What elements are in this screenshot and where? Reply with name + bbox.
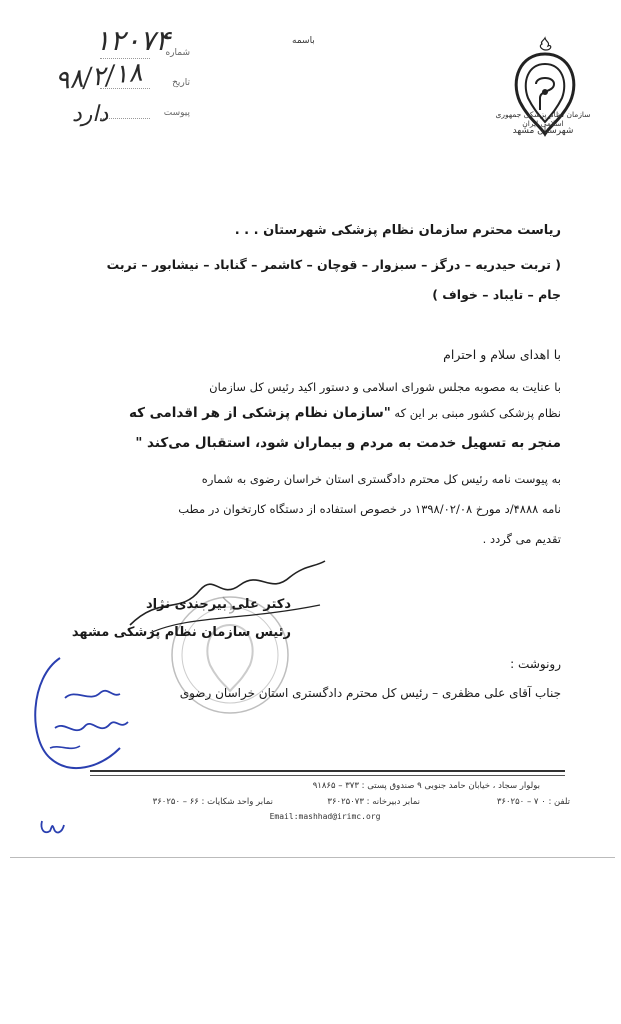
- para1-line2: [101, 404, 561, 422]
- handwritten-number: ۱۲۰۷۴: [95, 24, 171, 57]
- cc-recipient: جناب آقای علی مظفری – رئیس کل محترم دادگستری استان خراسان رضوی: [179, 686, 561, 700]
- cities-line-2: جام – تایباد – خواف ): [432, 287, 561, 302]
- handwritten-attachment: دارد: [72, 102, 109, 127]
- date-label: تاریخ: [172, 78, 190, 88]
- footer-complaints-fax: نمابر واحد شکایات : ۶۶ – ۳۶۰۲۵۰: [152, 797, 273, 807]
- footer-email: Email:mashhad@irimc.org: [269, 812, 381, 821]
- blue-pen-mark: [38, 815, 68, 839]
- signatory-name: دکتر علی بیرجندی نژاد: [145, 597, 291, 612]
- org-name-line2: شهرستان مشهد: [512, 126, 574, 136]
- para1-line2-bold: "سازمان نظام پزشکی از هر اقدامی که: [128, 405, 391, 421]
- cc-label: رونوشت :: [510, 657, 561, 671]
- org-name-line1: سازمان نظام پزشکی جمهوری اسلامی ایران: [495, 110, 591, 128]
- attachment-label: پیوست: [163, 108, 190, 118]
- para1-line1: با عنایت به مصوبه مجلس شورای اسلامی و دستور اکید رئیس کل سازمان: [209, 380, 561, 394]
- para1-line2-pre: نظام پزشکی کشور مبنی بر این که: [390, 406, 561, 420]
- para2-line2: نامه ۴۸۸۸/د مورخ ۱۳۹۸/۰۲/۰۸ در خصوص استفاده از دستگاه کارتخوان در مطب: [178, 502, 561, 516]
- footer-rule-thick: [90, 770, 565, 772]
- footer-address: بولوار سجاد ، خیابان حامد جنوبی ۹ صندوق پستی : ۳۷۳ – ۹۱۸۶۵: [312, 781, 540, 791]
- footer-rule-thin: [90, 775, 565, 776]
- number-label: شماره: [165, 48, 190, 58]
- footer-phone: تلفن : ۰ ۷ – ۳۶۰۲۵۰: [496, 797, 570, 807]
- para1-line3: منجر به تسهیل خدمت به مردم و بیماران شود، استقبال می‌کند ": [135, 435, 561, 451]
- para2-line3: تقدیم می گردد .: [482, 532, 561, 546]
- bismillah-text: باسمه: [292, 36, 315, 46]
- page-bottom-edge: [10, 857, 615, 858]
- blue-handwritten-signature: [20, 648, 140, 788]
- greeting: با اهدای سلام و احترام: [443, 347, 561, 362]
- cities-line-1: ( تربت حیدریه – درگز – سبزوار – قوچان – کاشمر – گناباد – نیشابور – تربت: [106, 257, 561, 272]
- signatory-title: رئیس سازمان نظام پزشکی مشهد: [71, 625, 291, 640]
- handwritten-date: ۹۸/۲/۱۸: [53, 57, 144, 97]
- addressee: ریاست محترم سازمان نظام پزشکی شهرستان . . .: [234, 223, 561, 238]
- footer-secretariat-fax: نمابر دبیرخانه : ۳۶۰۲۵۰۷۳: [327, 797, 420, 807]
- para2-line1: به پیوست نامه رئیس کل محترم دادگستری استان خراسان رضوی به شماره: [201, 472, 561, 486]
- org-logo-icon: [500, 30, 590, 155]
